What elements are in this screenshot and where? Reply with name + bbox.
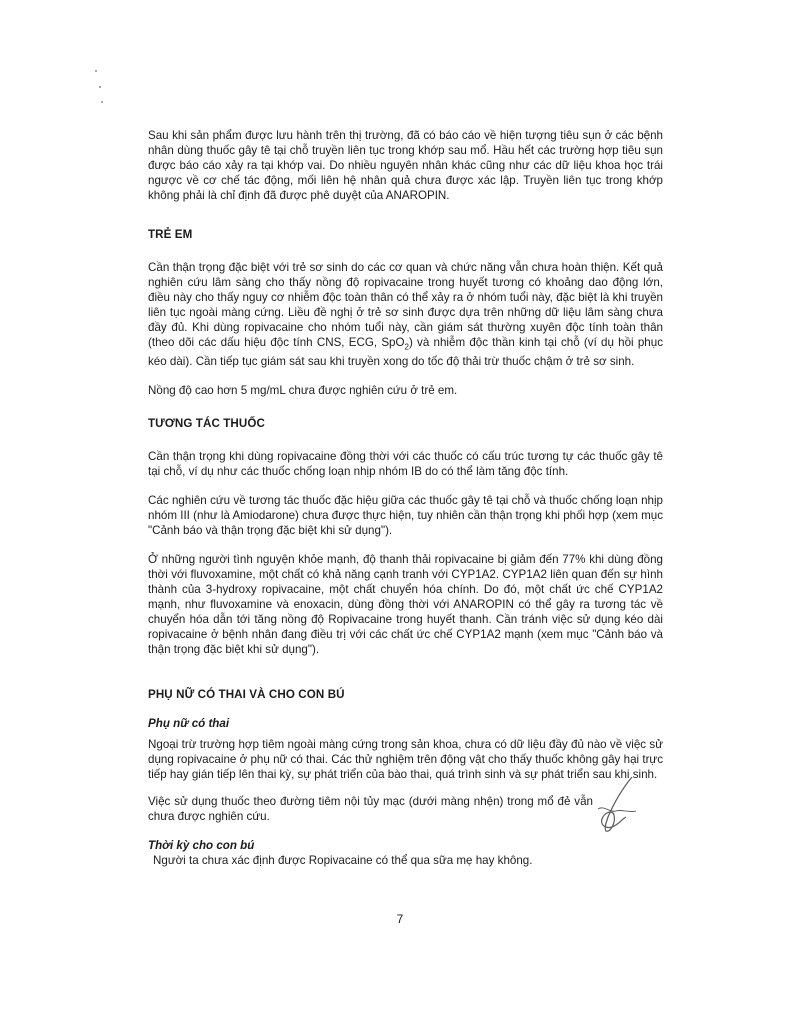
interactions-paragraph-3: Ở những người tình nguyện khỏe mạnh, độ thanh thải ropivacaine bị giảm đến 77% khi dùng đồng thời với fluvoxamine, một chất có khả năng cạnh tranh với CYP1A2. CYP1A2 liên quan đến sự hình thành của 3-hydroxy ropivacaine, một chất chuyển hóa chính. Do đó, một chất ức chế CYP1A2 mạnh, như fluvoxamine và enoxacin, dùng đồng thời với ANAROPIN có thể gây ra tương tác về chuyển hóa dẫn tới tăng nồng độ Ropivacaine trong huyết thanh. Cần tránh việc sử dụng kéo dài ropivacaine ở bệnh nhân đang điều trị với các chất ức chế CYP1A2 mạnh (xem mục "Cảnh báo và thận trọng đặc biệt khi sử dụng"). [148,553,663,657]
children-p1-text-end: ) và nhiễm độc thần kinh tại chỗ (ví dụ hồi phục kéo dài). Cần tiếp tục giám sát sau khi truyền xong do tốc độ thải trừ thuốc chậm ở trẻ sơ sinh. [148,336,663,369]
interactions-paragraph-1: Cần thận trọng khi dùng ropivacaine đồng thời với các thuốc có cấu trúc tương tự các thuốc gây tê tại chỗ, ví dụ như các thuốc chống loạn nhịp nhóm IB do có thể làm tăng độc tính. [148,450,663,479]
chondrolysis-paragraph: Sau khi sản phẩm được lưu hành trên thị trường, đã có báo cáo về hiện tượng tiêu sụn ở các bệnh nhân dùng thuốc gây tê tại chỗ truyền liên tục trong khớp sau mổ. Hầu hết các trường hợp tiêu sụn được báo cáo xảy ra tại khớp vai. Do nhiều nguyên nhân khác cũng như các dữ liệu khoa học trái ngược về cơ chế tác động, mối liên hệ nhân quả chưa được xác lập. Truyền liên tục trong khớp không phải là chỉ định đã được phê duyệt của ANAROPIN. [148,129,663,202]
scan-speck [95,70,97,72]
spo2-subscript: 2 [404,342,409,352]
section-heading-children: TRẺ EM [148,228,193,241]
pregnancy-paragraph-1: Ngoại trừ trường hợp tiêm ngoài màng cứng trong sản khoa, chưa có dữ liệu đầy đủ nào về việc sử dụng ropivacaine ở phụ nữ có thai. Các thử nghiệm trên động vật cho thấy thuốc không gây hại trực tiếp hay gián tiếp lên thai kỳ, sự phát triển của bào thai, quá trình sinh và sự phát triển sau khi sinh. [148,738,663,782]
page-number: 7 [396,912,404,926]
pregnancy-paragraph-2: Việc sử dụng thuốc theo đường tiêm nội tủy mạc (dưới màng nhện) trong mổ đẻ vẫn chưa được nghiên cứu. [148,795,593,824]
document-body [148,128,663,868]
children-paragraph-1 [148,260,663,369]
scan-speck [99,86,101,88]
subheading-pregnant-women: Phụ nữ có thai [148,717,230,731]
signature-mark [592,773,644,837]
section-heading-interactions: TƯƠNG TÁC THUỐC [148,417,265,431]
subheading-breastfeeding: Thời kỳ cho con bú [148,839,255,853]
interactions-paragraph-2: Các nghiên cứu về tương tác thuốc đặc hiệu giữa các thuốc gây tê tại chỗ và thuốc chống loạn nhịp nhóm III (như là Amiodarone) chưa được thực hiện, tuy nhiên cần thận trọng khi phối hợp (xem mục "Cảnh báo và thận trọng đặc biệt khi sử dụng"). [148,494,663,538]
children-p1-text: Cần thận trọng đặc biệt với trẻ sơ sinh do các cơ quan và chức năng vẫn chưa hoàn thiện. Kết quả nghiên cứu lâm sàng cho thấy nồng độ ropivacaine trong huyết tương có khoảng dao động lớn, điều này cho thấy nguy cơ nhiễm độc toàn thân có thể xảy ra ở nhóm tuổi này, đặc biệt là khi truyền liên tục ngoài màng cứng. Liều đề nghị ở trẻ sơ sinh được dựa trên những dữ liệu lâm sàng chưa đầy đủ. Khi dùng ropivacaine cho nhóm tuổi này, cần giám sát thường xuyên độc tính toàn thân (theo dõi các dấu hiệu độc tính CNS, ECG, SpO [148,261,663,349]
section-heading-pregnancy: PHỤ NỮ CÓ THAI VÀ CHO CON BÚ [148,688,345,702]
scan-speck [101,101,103,103]
breastfeeding-paragraph: Người ta chưa xác định được Ropivacaine có thể qua sữa mẹ hay không. [153,854,533,868]
children-paragraph-2: Nồng độ cao hơn 5 mg/mL chưa được nghiên cứu ở trẻ em. [148,384,458,398]
